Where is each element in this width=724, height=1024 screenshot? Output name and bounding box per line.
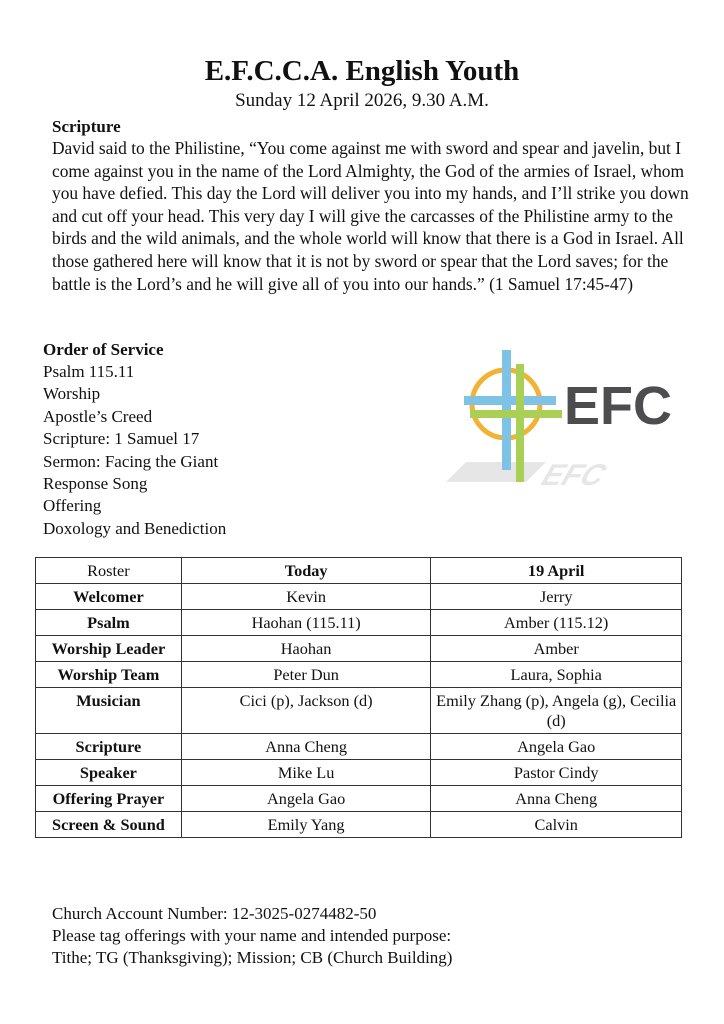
today-cell: Peter Dun xyxy=(181,662,431,688)
order-item: Sermon: Facing the Giant xyxy=(43,451,219,471)
today-cell: Angela Gao xyxy=(181,786,431,812)
page-title: E.F.C.C.A. English Youth xyxy=(204,55,520,87)
table-row xyxy=(36,760,682,786)
table-row xyxy=(36,662,682,688)
role-cell: Speaker xyxy=(36,760,182,786)
role-cell: Psalm xyxy=(36,610,182,636)
order-item: Scripture: 1 Samuel 17 xyxy=(43,429,200,449)
table-header-row xyxy=(36,558,682,584)
order-item: Worship xyxy=(43,384,101,404)
today-cell: Emily Yang xyxy=(181,812,431,838)
service-date: Sunday 12 April 2026, 9.30 A.M. xyxy=(235,90,489,111)
order-of-service xyxy=(43,339,383,540)
table-row xyxy=(36,636,682,662)
order-item: Offering xyxy=(43,496,102,516)
table-row xyxy=(36,786,682,812)
next-cell: Calvin xyxy=(431,812,682,838)
order-heading: Order of Service xyxy=(43,340,164,359)
svg-text:EFC: EFC xyxy=(534,458,614,492)
role-cell: Worship Team xyxy=(36,662,182,688)
order-item: Psalm 115.11 xyxy=(43,362,135,381)
table-row xyxy=(36,812,682,838)
today-cell: Haohan (115.11) xyxy=(181,610,431,636)
logo-text: EFC xyxy=(564,376,672,436)
next-cell: Jerry xyxy=(431,584,682,610)
offering-purposes: Tithe; TG (Thanksgiving); Mission; CB (Church Building) xyxy=(52,948,453,967)
role-cell: Offering Prayer xyxy=(36,786,182,812)
table-row xyxy=(36,610,682,636)
role-cell: Musician xyxy=(36,688,182,734)
scripture-section xyxy=(52,116,692,295)
role-cell: Worship Leader xyxy=(36,636,182,662)
today-cell: Cici (p), Jackson (d) xyxy=(181,688,431,734)
next-cell: Anna Cheng xyxy=(431,786,682,812)
scripture-heading: Scripture xyxy=(52,117,121,136)
header-next-week: 19 April xyxy=(431,558,682,584)
next-cell: Amber xyxy=(431,636,682,662)
table-row xyxy=(36,734,682,760)
next-cell: Angela Gao xyxy=(431,734,682,760)
table-row xyxy=(36,584,682,610)
footer-notes xyxy=(52,903,692,969)
today-cell: Kevin xyxy=(181,584,431,610)
scripture-text: David said to the Philistine, “You come against me with sword and spear and javelin, but I come against you in the name of the Lord Almighty, the God of the armies of Israel, whom you have defied. This day the Lord will deliver you into my hands, and I’ll strike you down and cut off your head. This very day I will give the carcasses of the Philistine army to the birds and the wild animals, and the whole world will know that there is a God in Israel. All those gathered here will know that it is not by sword or spear that the Lord saves; for the battle is the Lord’s and he will give all of you into our hands.” (1 Samuel 17:45-47) xyxy=(52,138,689,294)
offering-instruction: Please tag offerings with your name and intended purpose: xyxy=(52,926,452,945)
today-cell: Anna Cheng xyxy=(181,734,431,760)
role-cell: Welcomer xyxy=(36,584,182,610)
efc-logo xyxy=(426,342,696,492)
next-cell: Laura, Sophia xyxy=(431,662,682,688)
next-cell: Emily Zhang (p), Angela (g), Cecilia (d) xyxy=(431,688,682,734)
roster-table xyxy=(35,557,682,838)
today-cell: Haohan xyxy=(181,636,431,662)
account-number: Church Account Number: 12-3025-0274482-50 xyxy=(52,904,377,923)
role-cell: Screen & Sound xyxy=(36,812,182,838)
role-cell: Scripture xyxy=(36,734,182,760)
header-today: Today xyxy=(181,558,431,584)
table-row xyxy=(36,688,682,734)
order-item: Doxology and Benediction xyxy=(43,518,227,538)
next-cell: Pastor Cindy xyxy=(431,760,682,786)
order-item: Response Song xyxy=(43,474,148,494)
today-cell: Mike Lu xyxy=(181,760,431,786)
next-cell: Amber (115.12) xyxy=(431,610,682,636)
order-item: Apostle’s Creed xyxy=(43,406,153,426)
header-roster: Roster xyxy=(36,558,182,584)
